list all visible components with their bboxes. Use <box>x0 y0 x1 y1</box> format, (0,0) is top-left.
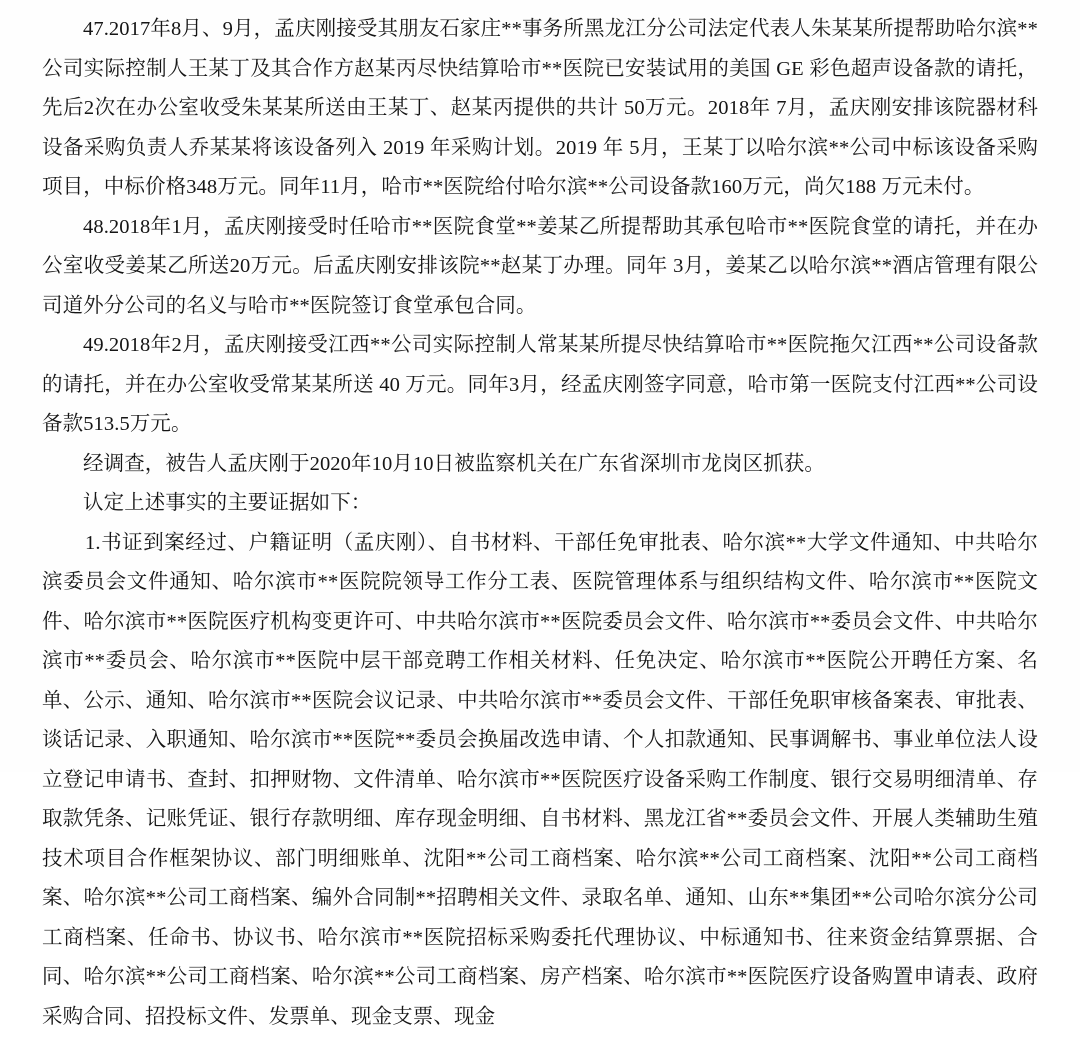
document-body <box>42 10 1038 1037</box>
paragraph-evidence-lead: 认定上述事实的主要证据如下： <box>42 484 1038 524</box>
paragraph-48: 48.2018年1月，孟庆刚接受时任哈市**医院食堂**姜某乙所提帮助其承包哈市**医院食堂的请托，并在办公室收受姜某乙所送20万元。后孟庆刚安排该院**赵某丁办理。同年 3月，姜某乙以哈尔滨**酒店管理有限公司道外分公司的名义与哈市**医院签订食堂承包合同。 <box>42 208 1038 327</box>
paragraph-49: 49.2018年2月，孟庆刚接受江西**公司实际控制人常某某所提尽快结算哈市**医院拖欠江西**公司设备款的请托，并在办公室收受常某某所送 40 万元。同年3月，经孟庆刚签字同意，哈市第一医院支付江西**公司设备款513.5万元。 <box>42 326 1038 445</box>
paragraph-47: 47.2017年8月、9月，孟庆刚接受其朋友石家庄**事务所黑龙江分公司法定代表人朱某某所提帮助哈尔滨**公司实际控制人王某丁及其合作方赵某丙尽快结算哈市**医院已安装试用的美国 GE 彩色超声设备款的请托，先后2次在办公室收受朱某某所送由王某丁、赵某丙提供的共计 50万元。2018年 7月，孟庆刚安排该院器材科设备采购负责人乔某某将该设备列入 2019 年采购计划。2019 年 5月，王某丁以哈尔滨**公司中标该设备采购项目，中标价格348万元。同年11月，哈市**医院给付哈尔滨**公司设备款160万元，尚欠188 万元未付。 <box>42 10 1038 208</box>
paragraph-evidence-item-1: 1.书证到案经过、户籍证明（孟庆刚）、自书材料、干部任免审批表、哈尔滨**大学文件通知、中共哈尔滨委员会文件通知、哈尔滨市**医院院领导工作分工表、医院管理体系与组织结构文件、哈尔滨市**医院文件、哈尔滨市**医院医疗机构变更许可、中共哈尔滨市**医院委员会文件、哈尔滨市**委员会文件、中共哈尔滨市**委员会、哈尔滨市**医院中层干部竞聘工作相关材料、任免决定、哈尔滨市**医院公开聘任方案、名单、公示、通知、哈尔滨市**医院会议记录、中共哈尔滨市**委员会文件、干部任免职审核备案表、审批表、谈话记录、入职通知、哈尔滨市**医院**委员会换届改选申请、个人扣款通知、民事调解书、事业单位法人设立登记申请书、查封、扣押财物、文件清单、哈尔滨市**医院医疗设备采购工作制度、银行交易明细清单、存取款凭条、记账凭证、银行存款明细、库存现金明细、自书材料、黑龙江省**委员会文件、开展人类辅助生殖技术项目合作框架协议、部门明细账单、沈阳**公司工商档案、哈尔滨**公司工商档案、沈阳**公司工商档案、哈尔滨**公司工商档案、编外合同制**招聘相关文件、录取名单、通知、山东**集团**公司哈尔滨分公司工商档案、任命书、协议书、哈尔滨市**医院招标采购委托代理协议、中标通知书、往来资金结算票据、合同、哈尔滨**公司工商档案、哈尔滨**公司工商档案、房产档案、哈尔滨市**医院医疗设备购置申请表、政府采购合同、招投标文件、发票单、现金支票、现金 <box>42 524 1038 1037</box>
paragraph-investigation: 经调查，被告人孟庆刚于2020年10月10日被监察机关在广东省深圳市龙岗区抓获。 <box>42 445 1038 485</box>
